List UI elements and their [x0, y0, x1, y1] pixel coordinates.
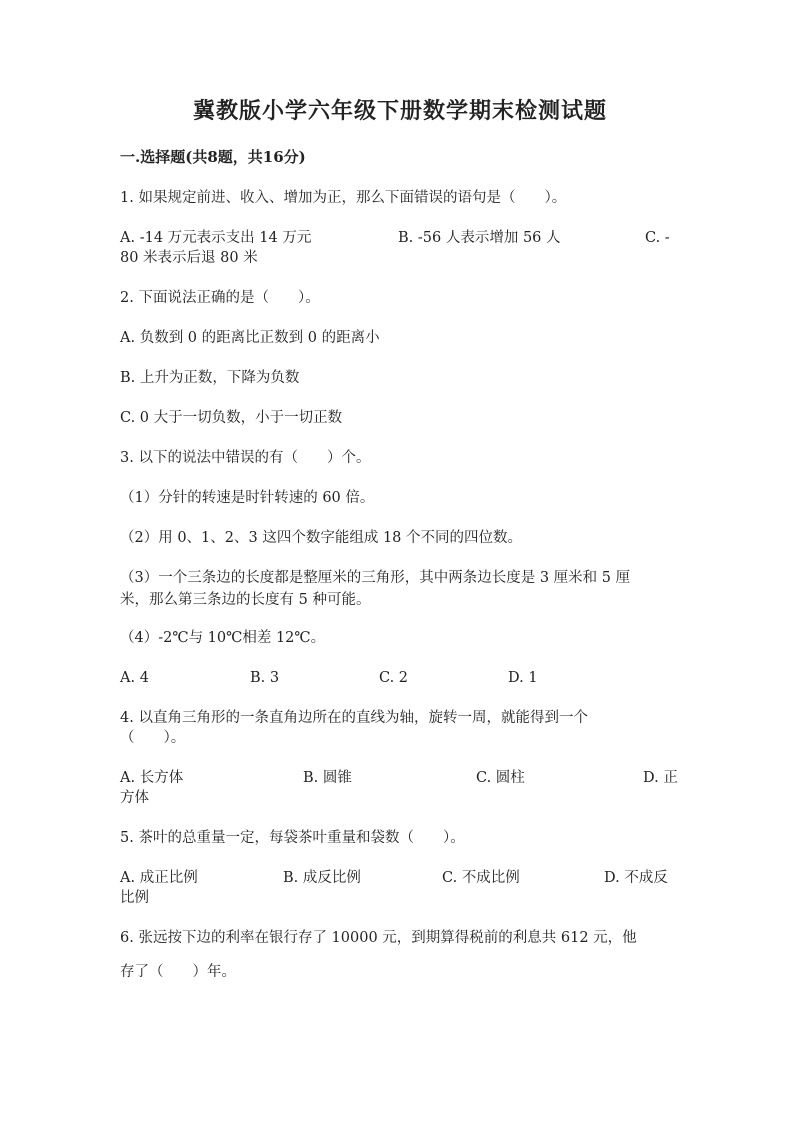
- question-4-option-a: A. 长方体: [120, 770, 184, 786]
- question-3-statement-3-continued: 米，那么第三条边的长度有 5 种可能。: [120, 592, 371, 608]
- question-3-option-b: B. 3: [250, 670, 280, 686]
- question-4-option-c: C. 圆柱: [476, 770, 525, 786]
- question-3-option-d: D. 1: [508, 670, 538, 686]
- question-3-statement-2: （2）用 0、1、2、3 这四个数字能组成 18 个不同的四位数。: [120, 530, 523, 546]
- question-3-statement-3: （3）一个三条边的长度都是整厘米的三角形，其中两条边长度是 3 厘米和 5 厘: [120, 570, 631, 586]
- question-3-statement-4: （4）-2℃与 10℃相差 12℃。: [120, 630, 326, 646]
- question-5-option-d-continued: 比例: [120, 890, 149, 906]
- question-4-option-d: D. 正: [643, 770, 678, 786]
- question-2-option-a: A. 负数到 0 的距离比正数到 0 的距离小: [120, 330, 380, 346]
- question-2-stem: 2. 下面说法正确的是（ ）。: [120, 290, 320, 306]
- question-1-stem: 1. 如果规定前进、收入、增加为正，那么下面错误的语句是（ ）。: [120, 190, 567, 206]
- question-1-option-a: A. -14 万元表示支出 14 万元: [120, 230, 312, 246]
- question-3-stem: 3. 以下的说法中错误的有（ ）个。: [120, 450, 371, 466]
- question-1-option-c: C. -: [645, 230, 670, 246]
- section-heading-multiple-choice: 一.选择题(共8题，共16分): [120, 148, 306, 166]
- page-title: 冀教版小学六年级下册数学期末检测试题: [192, 98, 607, 124]
- question-2-option-c: C. 0 大于一切负数，小于一切正数: [120, 410, 343, 426]
- question-4-option-d-continued: 方体: [120, 790, 149, 806]
- question-4-stem: 4. 以直角三角形的一条直角边所在的直线为轴，旋转一周，就能得到一个: [120, 710, 588, 726]
- question-5-stem: 5. 茶叶的总重量一定，每袋茶叶重量和袋数（ ）。: [120, 830, 465, 846]
- question-6-stem: 6. 张远按下边的利率在银行存了 10000 元，到期算得税前的利息共 612 元，他: [120, 930, 637, 946]
- question-6-stem-continued: 存了（ ）年。: [120, 964, 236, 980]
- question-2-option-b: B. 上升为正数，下降为负数: [120, 370, 300, 386]
- question-1-option-b: B. -56 人表示增加 56 人: [398, 230, 561, 246]
- question-3-statement-1: （1）分针的转速是时针转速的 60 倍。: [120, 490, 375, 506]
- question-5-option-d: D. 不成反: [604, 870, 668, 886]
- question-1-option-c-continued: 80 米表示后退 80 米: [120, 250, 258, 266]
- question-3-option-c: C. 2: [379, 670, 409, 686]
- question-5-option-b: B. 成反比例: [283, 870, 361, 886]
- question-5-option-c: C. 不成比例: [442, 870, 520, 886]
- question-4-stem-continued: （ ）。: [120, 730, 186, 746]
- question-5-option-a: A. 成正比例: [120, 870, 198, 886]
- question-3-option-a: A. 4: [120, 670, 149, 686]
- question-4-option-b: B. 圆锥: [303, 770, 352, 786]
